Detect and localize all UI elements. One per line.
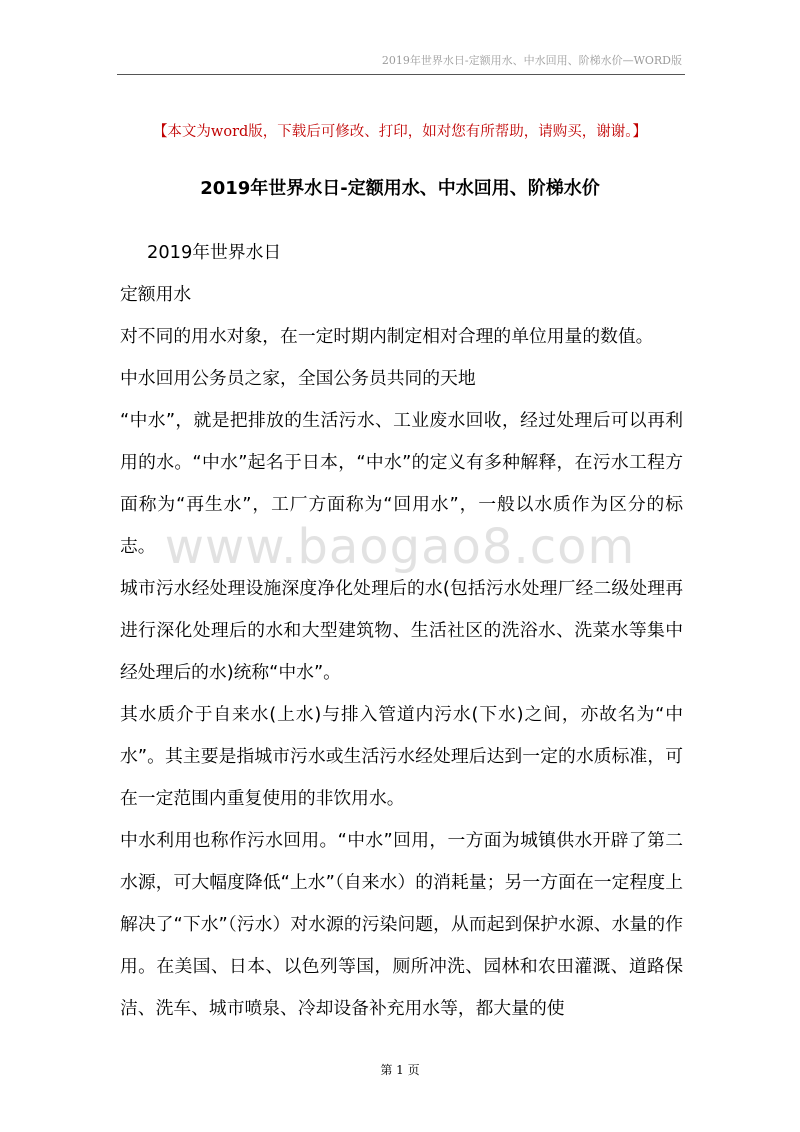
document-body — [120, 232, 683, 1030]
body-paragraph: 定额用水 — [120, 284, 192, 305]
body-paragraph: 其水质介于自来水(上水)与排入管道内污水(下水)之间，亦故名为“中水”。其主要是指城市污水或生活污水经处理后达到一定的水质标准，可在一定范围内重复使用的非饮用水。 — [120, 704, 683, 809]
page-number: 第 1 页 — [380, 1063, 420, 1077]
body-paragraph: 中水利用也称作污水回用。“中水”回用，一方面为城镇供水开辟了第二水源，可大幅度降低“上水”（自来水）的消耗量；另一方面在一定程度上解决了“下水”（污水）对水源的污染问题，从而起到保护水源、水量的作用。在美国、日本、以色列等国，厕所冲洗、园林和农田灌溉、道路保洁、洗车、城市喷泉、冷却设备补充用水等，都大量的使 — [120, 830, 683, 1019]
watermark: www.baogao8.com — [164, 519, 636, 575]
document-title: 2019年世界水日-定额用水、中水回用、阶梯水价 — [200, 178, 600, 199]
body-paragraph: 城市污水经处理设施深度净化处理后的水(包括污水处理厂经二级处理再进行深化处理后的水和大型建筑物、生活社区的洗浴水、洗菜水等集中经处理后的水)统称“中水”。 — [120, 578, 683, 683]
purchase-notice: 【本文为word版，下载后可修改、打印，如对您有所帮助，请购买，谢谢。】 — [152, 124, 648, 140]
running-header: 2019年世界水日-定额用水、中水回用、阶梯水价—WORD版 — [381, 54, 682, 67]
body-paragraph: “中水”，就是把排放的生活污水、工业废水回收，经过处理后可以再利用的水。“中水”起名于日本，“中水”的定义有多种解释，在污水工程方面称为“再生水”，工厂方面称为“回用水”，一般以水质作为区分的标志。 — [120, 410, 683, 557]
body-paragraph: 对不同的用水对象，在一定时期内制定相对合理的单位用量的数值。 — [120, 326, 654, 347]
body-paragraph: 中水回用公务员之家，全国公务员共同的天地 — [120, 368, 476, 389]
body-paragraph: 2019年世界水日 — [147, 242, 282, 263]
header-divider — [117, 74, 685, 75]
